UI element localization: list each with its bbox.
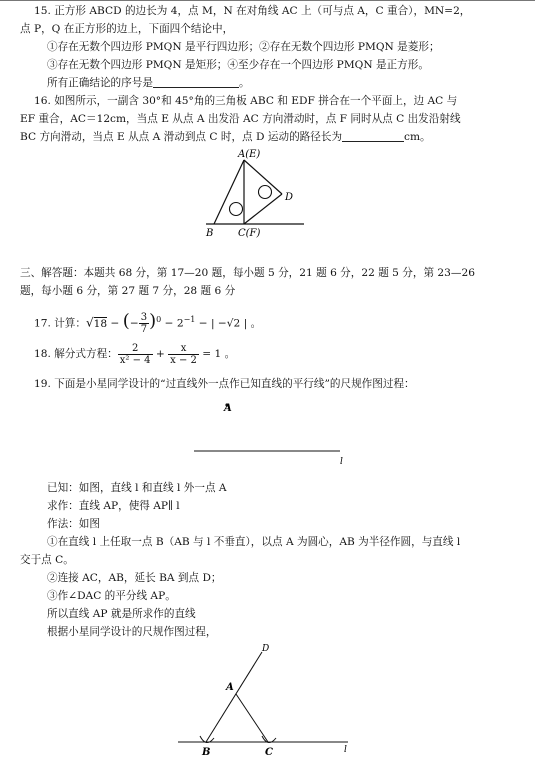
q16-label-ae: A(E) xyxy=(238,149,261,160)
q17-frac-num: 3 xyxy=(140,312,148,324)
section3-line1: 三、解答题：本题共 68 分，第 17—20 题，每小题 5 分，21 题 6 分，22 题 5 分，第 23—26 xyxy=(20,267,475,279)
q18-label: 18. 解分式方程： xyxy=(34,348,118,360)
q19-fig2-segment-ac xyxy=(236,694,268,742)
q19-fig2-label-l: l xyxy=(344,745,347,755)
q18-fraction-2 xyxy=(168,343,199,366)
q17-tail: − | −√2 | 。 xyxy=(198,317,262,330)
q19-fig2-label-a: A xyxy=(226,682,234,693)
q17-fraction xyxy=(139,312,149,335)
q18-f2-den: x − 2 xyxy=(170,354,197,366)
q19-fig1-label-a: A xyxy=(224,403,232,414)
q17-frac-den: 7 xyxy=(140,324,148,336)
q17-paren-close: ) xyxy=(149,310,157,332)
q15-answer-end: 。 xyxy=(238,77,250,89)
q17-sqrt-sign: √ xyxy=(86,315,94,330)
q17-inner-minus: − xyxy=(129,317,139,330)
q15-answer-prompt: 所有正确结论的序号是 xyxy=(47,77,153,89)
q16-label-cf: C(F) xyxy=(238,228,261,239)
q16-edge-ed xyxy=(244,160,282,194)
q17-expression xyxy=(34,309,261,335)
q16-line3 xyxy=(20,130,431,144)
q18-f1-den: x² − 4 xyxy=(119,354,151,366)
q17-paren-open: ( xyxy=(122,310,130,332)
q19-fig2-label-c: C xyxy=(265,747,273,758)
q17-label: 17. 计算： xyxy=(34,317,86,330)
q16-line2: EF 重合，AC＝12cm，当点 E 从点 A 出发沿 AC 方向滑动时，点 F 同时从点 C 出发沿射线 xyxy=(20,113,461,125)
q19-method: 作法：如图 xyxy=(47,518,100,530)
q19-find: 求作：直线 AP，使得 AP∥ l xyxy=(47,500,180,512)
q18-f2-num: x xyxy=(168,343,199,355)
q16-line3-end: cm。 xyxy=(404,131,431,143)
q16-label-b: B xyxy=(206,228,214,239)
q19-figure-1 xyxy=(150,395,360,470)
q15-line1: 15. 正方形 ABCD 的边长为 4，点 M，N 在对角线 AC 上（可与点 A，C 重合），MN=2， xyxy=(34,5,471,17)
q19-step3: ③作∠DAC 的平分线 AP。 xyxy=(47,590,176,602)
q19-fig1-label-l: l xyxy=(340,457,343,467)
q15-answer-blank[interactable] xyxy=(153,76,239,88)
q16-hole-left xyxy=(230,203,243,216)
q15-answer-line xyxy=(47,76,250,90)
q19-conclusion: 所以直线 AP 就是所求作的直线 xyxy=(47,608,196,620)
q16-answer-blank[interactable] xyxy=(342,130,404,142)
q19-according: 根据小星同学设计的尺规作图过程， xyxy=(47,626,217,638)
q19-figure-2 xyxy=(170,642,360,762)
q19-step1b: 交于点 C。 xyxy=(20,554,74,566)
q19-step2: ②连接 AC，AB，延长 BA 到点 D； xyxy=(47,572,222,584)
q17-exp-neg1: −1 xyxy=(183,315,196,324)
q18-rhs: = 1 。 xyxy=(202,348,236,360)
q19-fig2-label-b: B xyxy=(202,747,211,758)
q18-f1-num: 2 xyxy=(118,343,153,355)
q19-given: 已知：如图，直线 l 和直线 l 外一点 A xyxy=(47,482,227,494)
q17-mid: − 2 xyxy=(164,317,184,330)
q18-fraction-1 xyxy=(118,343,153,366)
q15-options-1-2: ①存在无数个四边形 PMQN 是平行四边形；②存在无数个四边形 PMQN 是菱形； xyxy=(47,41,440,53)
q15-line2: 点 P，Q 在正方形的边上，下面四个结论中， xyxy=(20,23,234,35)
section3-line2: 题，每小题 6 分，第 27 题 7 分，28 题 6 分 xyxy=(20,285,236,297)
q16-hole-right xyxy=(259,186,272,199)
q19-fig2-label-d: D xyxy=(262,644,270,654)
q18-plus: + xyxy=(155,348,165,360)
q19-step1a: ①在直线 l 上任取一点 B（AB 与 l 不垂直），以点 A 为圆心，AB 为半径作圆，与直线 l xyxy=(47,536,461,548)
q16-triangle-figure xyxy=(196,148,316,240)
q17-exp-zero: 0 xyxy=(156,315,162,324)
q16-line3-text: BC 方向滑动，当点 E 从点 A 滑动到点 C 时，点 D 运动的路径长为 xyxy=(20,131,343,143)
q15-options-3-4: ③存在无数个四边形 PMQN 是矩形；④至少存在一个四边形 PMQN 是正方形。 xyxy=(47,59,429,71)
q17-minus: − xyxy=(110,317,120,330)
top-rule xyxy=(0,0,535,1)
q19-title: 19. 下面是小星同学设计的“过直线外一点作已知直线的平行线”的尺规作图过程： xyxy=(34,378,415,390)
q18-equation xyxy=(34,341,235,367)
q17-sqrt-arg: 18 xyxy=(93,317,108,330)
q16-line1: 16. 如图所示，一副含 30°和 45°角的三角板 ABC 和 EDF 拼合在一个平面上，边 AC 与 xyxy=(34,95,458,107)
q19-fig2-ray-bd xyxy=(206,652,262,742)
q16-label-d: D xyxy=(285,192,294,203)
